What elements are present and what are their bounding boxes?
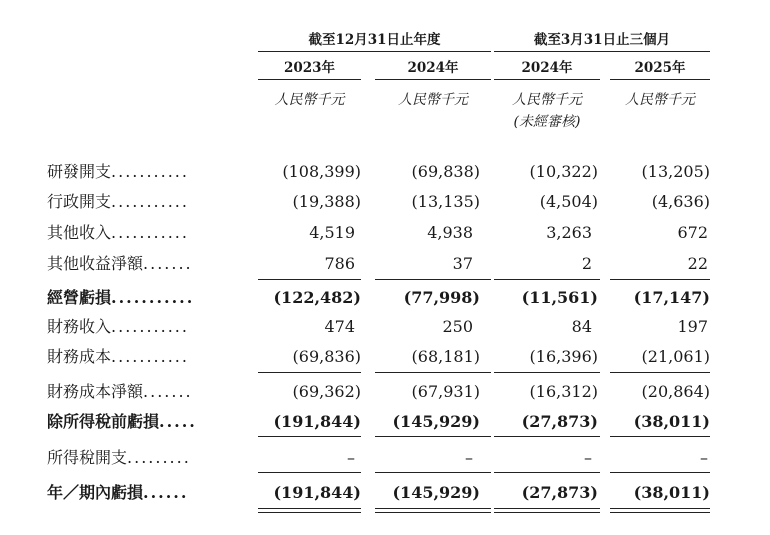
row-label-loss-before-tax [47, 411, 197, 433]
cell-r3-c1: 786 [324, 254, 355, 273]
cell-r5-c2: 250 [442, 317, 473, 336]
total-double-line-3a [494, 508, 600, 509]
unit-col-2: 人民幣千元 [398, 92, 468, 108]
row-label-text: 經營虧損 [47, 288, 112, 307]
subtotal-line-2 [375, 372, 491, 373]
leader-dots: ...... [143, 483, 189, 502]
cell-r1-c2: (13,135) [411, 192, 480, 211]
cell-r2-c2: 4,938 [427, 223, 473, 242]
cell-r0-c2: (69,838) [411, 162, 480, 181]
cell-r10-c1: (191,844) [273, 483, 361, 502]
cell-r0-c4: (13,205) [641, 162, 710, 181]
cell-r8-c3: (27,873) [521, 412, 598, 431]
header-group-year: 截至12月31日止年度 [258, 31, 491, 52]
total-double-line-1a [258, 508, 361, 509]
cell-r1-c1: (19,388) [292, 192, 361, 211]
unaudited-note: (未經審核) [513, 114, 581, 130]
cell-r7-c4: (20,864) [641, 382, 710, 401]
leader-dots: ........... [111, 347, 189, 366]
cell-r2-c4: 672 [677, 223, 708, 242]
cell-r4-c3: (11,561) [521, 288, 598, 307]
row-label-text: 所得稅開支 [47, 448, 128, 467]
row-label-text: 研發開支 [47, 162, 112, 181]
subtotal-line-1 [258, 436, 361, 437]
row-label-finance-cost-net [47, 381, 193, 403]
subtotal-line-1 [258, 372, 361, 373]
cell-r4-c2: (77,998) [403, 288, 480, 307]
total-double-line-4a [610, 508, 710, 509]
cell-r6-c3: (16,396) [529, 347, 598, 366]
subtotal-line-2 [375, 279, 491, 280]
header-quarter-2025: 2025年 [610, 60, 710, 80]
cell-r9-c4: – [700, 448, 708, 467]
row-label-admin [47, 191, 189, 213]
row-label-text: 除所得稅前虧損 [47, 412, 160, 431]
unit-col-1: 人民幣千元 [274, 92, 345, 108]
total-double-line-2a [375, 508, 491, 509]
header-group-quarter: 截至3月31日止三個月 [494, 31, 710, 52]
cell-r2-c1: 4,519 [309, 223, 355, 242]
subtotal-line-2 [375, 472, 491, 473]
cell-r5-c3: 84 [571, 317, 592, 336]
leader-dots: ....... [143, 382, 193, 401]
row-label-text: 財務成本淨額 [47, 382, 144, 401]
cell-r8-c2: (145,929) [392, 412, 480, 431]
cell-r9-c1: – [347, 448, 355, 467]
subtotal-line-2 [375, 436, 491, 437]
cell-r8-c4: (38,011) [633, 412, 710, 431]
row-label-period-loss [47, 482, 188, 504]
subtotal-line-3 [494, 436, 600, 437]
leader-dots: ........... [111, 223, 189, 242]
header-year-2024: 2024年 [375, 60, 491, 80]
cell-r9-c3: – [584, 448, 592, 467]
cell-r8-c1: (191,844) [273, 412, 361, 431]
header-year-2023: 2023年 [258, 60, 361, 80]
cell-r0-c3: (10,322) [529, 162, 598, 181]
cell-r6-c1: (69,836) [292, 347, 361, 366]
cell-r10-c2: (145,929) [392, 483, 480, 502]
cell-r6-c2: (68,181) [411, 347, 480, 366]
cell-r0-c1: (108,399) [282, 162, 361, 181]
leader-dots: ..... [159, 412, 197, 431]
subtotal-line-4 [610, 472, 710, 473]
subtotal-line-4 [610, 372, 710, 373]
cell-r4-c1: (122,482) [273, 288, 361, 307]
cell-r10-c4: (38,011) [633, 483, 710, 502]
cell-r5-c4: 197 [677, 317, 708, 336]
row-label-finance-cost [47, 346, 189, 368]
subtotal-line-3 [494, 372, 600, 373]
cell-r7-c2: (67,931) [411, 382, 480, 401]
total-double-line-1b [258, 512, 361, 513]
row-label-rnd [47, 161, 189, 183]
cell-r3-c2: 37 [452, 254, 473, 273]
row-label-text: 年／期內虧損 [47, 483, 144, 502]
cell-r2-c3: 3,263 [546, 223, 592, 242]
cell-r4-c4: (17,147) [633, 288, 710, 307]
cell-r3-c3: 2 [581, 254, 592, 273]
header-quarter-2024: 2024年 [494, 60, 600, 80]
row-label-text: 其他收益淨額 [47, 254, 144, 273]
cell-r7-c1: (69,362) [292, 382, 361, 401]
subtotal-line-1 [258, 472, 361, 473]
subtotal-line-1 [258, 279, 361, 280]
cell-r6-c4: (21,061) [641, 347, 710, 366]
row-label-text: 財務收入 [47, 317, 112, 336]
row-label-text: 其他收入 [47, 223, 112, 242]
row-label-text: 行政開支 [47, 192, 112, 211]
subtotal-line-3 [494, 279, 600, 280]
leader-dots: ........... [111, 162, 189, 181]
subtotal-line-3 [494, 472, 600, 473]
cell-r1-c3: (4,504) [539, 192, 598, 211]
row-label-other-income [47, 222, 189, 244]
leader-dots: ....... [143, 254, 193, 273]
row-label-finance-income [47, 316, 189, 338]
unit-col-4: 人民幣千元 [625, 92, 695, 108]
row-label-income-tax [47, 447, 191, 469]
cell-r3-c4: 22 [687, 254, 708, 273]
subtotal-line-4 [610, 279, 710, 280]
cell-r1-c4: (4,636) [651, 192, 710, 211]
row-label-operating-loss [47, 287, 194, 309]
cell-r7-c3: (16,312) [529, 382, 598, 401]
leader-dots: ......... [127, 448, 191, 467]
leader-dots: ........... [111, 317, 189, 336]
leader-dots: ........... [111, 288, 195, 307]
cell-r5-c1: 474 [324, 317, 355, 336]
total-double-line-3b [494, 512, 600, 513]
unit-col-3: 人民幣千元 [512, 92, 582, 108]
total-double-line-2b [375, 512, 491, 513]
leader-dots: ........... [111, 192, 189, 211]
cell-r10-c3: (27,873) [521, 483, 598, 502]
total-double-line-4b [610, 512, 710, 513]
subtotal-line-4 [610, 436, 710, 437]
row-label-text: 財務成本 [47, 347, 112, 366]
cell-r9-c2: – [465, 448, 473, 467]
row-label-other-gains [47, 253, 193, 275]
